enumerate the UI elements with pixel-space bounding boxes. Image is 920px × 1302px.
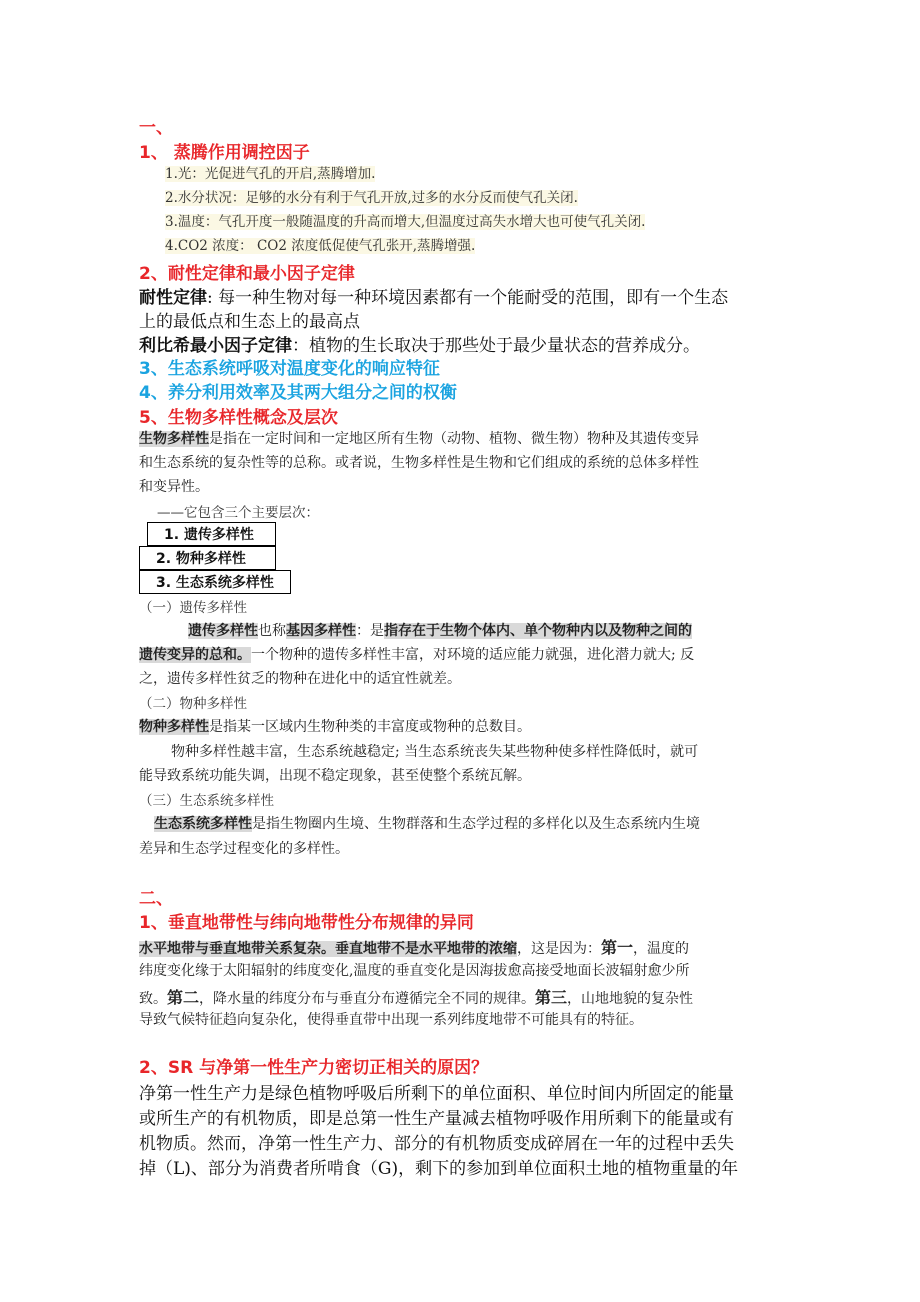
subheading-species: （二）物种多样性 bbox=[139, 696, 247, 712]
level-genetic-box: 1. 遗传多样性 bbox=[147, 522, 276, 546]
genetic-diversity-line3: 之，遗传多样性贫乏的物种在进化中的适宜性就差。 bbox=[139, 671, 461, 687]
npp-line4: 掉（L)、部分为消费者所啃食（G)，剩下的参加到单位面积土地的植物重量的年 bbox=[139, 1159, 739, 1179]
subheading-genetic: （一）遗传多样性 bbox=[139, 600, 247, 616]
level-ecosystem-box: 3. 生态系统多样性 bbox=[139, 570, 291, 594]
biodiversity-term: 生物多样性 bbox=[139, 431, 209, 447]
levels-intro: ——它包含三个主要层次： bbox=[157, 505, 319, 521]
heading-respiration: 3、生态系统呼吸对温度变化的响应特征 bbox=[139, 359, 440, 379]
liebig-law-paragraph: 利比希最小因子定律：植物的生长取决于那些处于最少量状态的营养成分。 bbox=[139, 336, 700, 356]
factor-temperature: 3.温度：气孔开度一般随温度的升高而增大,但温度过高失水增大也可使气孔关闭. bbox=[165, 214, 646, 230]
tolerance-law-line2: 上的最低点和生态上的最高点 bbox=[139, 312, 360, 332]
biodiversity-line3: 和变异性。 bbox=[139, 479, 209, 495]
biodiversity-line2: 和生态系统的复杂性等的总称。或者说，生物多样性是生物和它们组成的系统的总体多样性 bbox=[139, 455, 699, 471]
genetic-diversity-line2: 遗传变异的总和。一个物种的遗传多样性丰富，对环境的适应能力就强，进化潜力就大; 反 bbox=[139, 647, 695, 663]
factor-light: 1.光：光促进气孔的开启,蒸腾增加. bbox=[165, 166, 376, 182]
zonality-line1: 水平地带与垂直地带关系复杂。垂直地带不是水平地带的浓缩，这是因为：第一，温度的 bbox=[139, 938, 690, 957]
factor-water: 2.水分状况：足够的水分有利于气孔开放,过多的水分反而使气孔关闭. bbox=[165, 190, 578, 206]
zonality-line2: 纬度变化缘于太阳辐射的纬度变化,温度的垂直变化是因海拔愈高接受地面长波辐射愈少所 bbox=[139, 963, 690, 979]
ecosystem-diversity-line2: 差异和生态学过程变化的多样性。 bbox=[139, 841, 349, 857]
zonality-line4: 导致气候特征趋向复杂化，使得垂直带中出现一系列纬度地带不可能具有的特征。 bbox=[139, 1012, 643, 1028]
tolerance-law-paragraph: 耐性定律: 每一种生物对每一种环境因素都有一个能耐受的范围，即有一个生态 bbox=[139, 288, 729, 308]
heading-nutrient-efficiency: 4、养分利用效率及其两大组分之间的权衡 bbox=[139, 383, 457, 403]
heading-biodiversity: 5、生物多样性概念及层次 bbox=[139, 408, 338, 428]
species-diversity-line2: 物种多样性越丰富，生态系统越稳定; 当生态系统丧失某些物种使多样性降低时，就可 bbox=[171, 744, 699, 760]
heading-zonality: 1、垂直地带性与纬向地带性分布规律的异同 bbox=[139, 913, 474, 933]
section-heading-1: 一、 bbox=[139, 118, 173, 138]
species-diversity-line3: 能导致系统功能失调，出现不稳定现象，甚至使整个系统瓦解。 bbox=[139, 768, 531, 784]
factor-co2: 4.CO2 浓度： CO2 浓度低促使气孔张开,蒸腾增强. bbox=[165, 238, 476, 254]
level-species-box: 2. 物种多样性 bbox=[139, 546, 276, 570]
heading-sr-npp: 2、SR 与净第一性生产力密切正相关的原因？ bbox=[139, 1058, 489, 1078]
zonality-line3: 致。第二，降水量的纬度分布与垂直分布遵循完全不同的规律。第三，山地地貌的复杂性 bbox=[139, 988, 694, 1007]
ecosystem-diversity-line1: 生态系统多样性是指生物圈内生境、生物群落和生态学过程的多样化以及生态系统内生境 bbox=[154, 816, 700, 832]
genetic-diversity-line1: 遗传多样性也称基因多样性：是指存在于生物个体内、单个物种内以及物种之间的 bbox=[188, 623, 692, 639]
species-diversity-line1: 物种多样性是指某一区域内生物种类的丰富度或物种的总数目。 bbox=[139, 719, 531, 735]
npp-line3: 机物质。然而，净第一性生产力、部分的有机物质变成碎屑在一年的过程中丢失 bbox=[139, 1134, 734, 1154]
section-heading-2: 二、 bbox=[139, 889, 173, 909]
npp-line2: 或所生产的有机物质，即是总第一性生产量减去植物呼吸作用所剩下的能量或有 bbox=[139, 1109, 734, 1129]
heading-tolerance-law: 2、耐性定律和最小因子定律 bbox=[139, 264, 355, 284]
heading-transpiration: 1、 蒸腾作用调控因子 bbox=[139, 143, 310, 163]
biodiversity-definition: 生物多样性是指在一定时间和一定地区所有生物（动物、植物、微生物）物种及其遗传变异 bbox=[139, 431, 699, 447]
npp-line1: 净第一性生产力是绿色植物呼吸后所剩下的单位面积、单位时间内所固定的能量 bbox=[139, 1084, 734, 1104]
liebig-law-term: 利比希最小因子定律 bbox=[139, 336, 292, 356]
subheading-ecosystem: （三）生态系统多样性 bbox=[139, 793, 274, 809]
tolerance-law-term: 耐性定律 bbox=[139, 288, 207, 308]
